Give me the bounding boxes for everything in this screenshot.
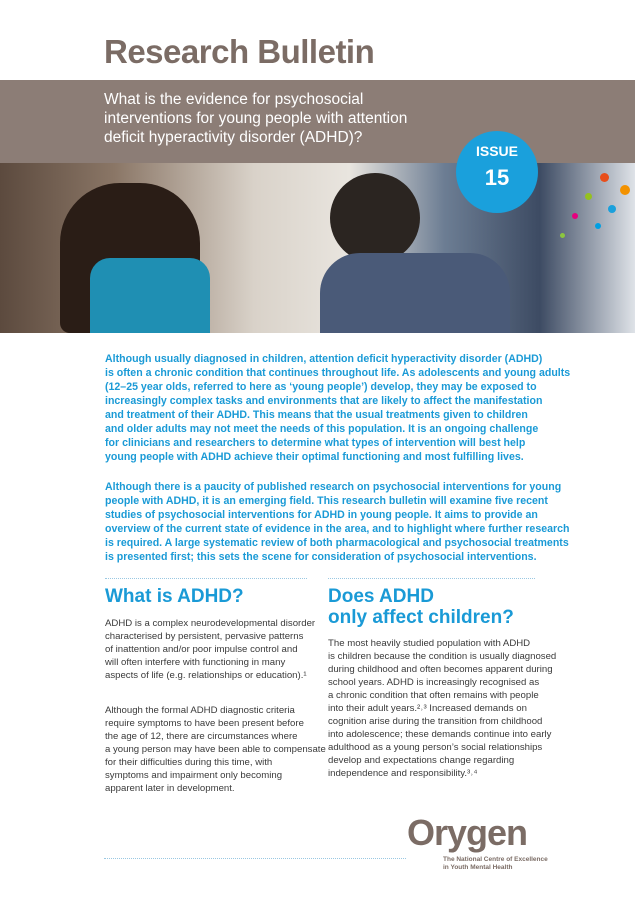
text-line: young people with ADHD achieve their optimal functioning and most fulfilling lives. [105, 451, 524, 463]
text-line: increasingly complex tasks and environments that are likely to affect the manifestation [105, 395, 543, 407]
text-line: a young person may have been able to compensate [105, 744, 326, 755]
text-line: studies of psychosocial interventions for ADHD in young people. It aims to provide an [105, 509, 538, 521]
text-line: into adolescence; these demands continue into early [328, 729, 552, 740]
photo-person-head [330, 173, 420, 263]
text-line: symptoms and impairment only becoming [105, 770, 283, 781]
section-divider [105, 578, 307, 579]
orygen-tagline [443, 856, 548, 872]
heading-line: Does ADHD [328, 586, 434, 607]
text-line: cognition arise during the transition from childhood [328, 716, 543, 727]
text-line: into their adult years.²˒³ Increased demands on [328, 703, 527, 714]
issue-number: 15 [484, 165, 510, 190]
text-line: (12–25 year olds, referred to here as ‘young people’) develop, they may be exposed to [105, 381, 537, 393]
text-line: independence and responsibility.³˒⁴ [328, 768, 478, 779]
issue-badge [456, 131, 538, 213]
text-line: Although there is a paucity of published research on psychosocial interventions for young [105, 481, 562, 493]
text-line: overview of the current state of evidence in the area, and to highlight where further research [105, 523, 570, 535]
text-line: ADHD is a complex neurodevelopmental disorder [105, 618, 316, 629]
text-line: will often interfere with functioning in many [105, 657, 286, 668]
text-line: and older adults may not meet the needs of this population. It is an ongoing challenge [105, 423, 539, 435]
photo-person-shirt [90, 258, 210, 333]
text-line: for their difficulties during this time, with [105, 757, 273, 768]
text-line: during childhood and often becomes apparent during [328, 664, 553, 675]
text-line: school years. ADHD is increasingly recognised as [328, 677, 540, 688]
left-paragraph-2 [105, 704, 326, 795]
footer-divider [104, 858, 406, 859]
heading-line: only affect children? [328, 607, 514, 628]
bulletin-subtitle: What is the evidence for psychosocial interventions for young people with attention deficit hyperactivity disorder (ADHD)? [104, 91, 408, 146]
text-line: Although usually diagnosed in children, attention deficit hyperactivity disorder (ADHD) [105, 353, 543, 365]
intro-paragraph-1 [105, 352, 570, 464]
right-paragraph-1 [328, 637, 556, 780]
text-line: is required. A large systematic review of both pharmacological and psychosocial treatments [105, 537, 569, 549]
issue-label: ISSUE [475, 143, 518, 159]
text-line: aspects of life (e.g. relationships or education).¹ [105, 670, 307, 681]
text-line: is presented first; this sets the scene for consideration of psychosocial interventions. [105, 551, 537, 563]
text-line: is children because the condition is usually diagnosed [328, 651, 557, 662]
text-line: and treatment of their ADHD. This means that the usual treatments given to children [105, 409, 528, 421]
text-line: a chronic condition that often remains with people [328, 690, 539, 701]
text-line: of inattention and/or poor impulse control and [105, 644, 298, 655]
intro-paragraph-2 [105, 480, 569, 564]
text-line: characterised by persistent, pervasive patterns [105, 631, 304, 642]
photo-person-body [320, 253, 510, 333]
left-paragraph-1 [105, 617, 315, 682]
section-heading-what-is-adhd: What is ADHD? [105, 586, 244, 607]
text-line: apparent later in development. [105, 783, 235, 794]
tagline-line: in Youth Mental Health [443, 864, 513, 871]
text-line: people with ADHD, it is an emerging field. This research bulletin will examine five recent [105, 495, 548, 507]
text-line: develop and expectations change regarding [328, 755, 515, 766]
students-photo [0, 163, 635, 333]
text-line: the age of 12, there are circumstances where [105, 731, 298, 742]
orygen-logo: Orygen [407, 812, 528, 853]
text-line: for clinicians and researchers to determine what types of intervention will best help [105, 437, 526, 449]
page-title: Research Bulletin [104, 33, 375, 70]
text-line: Although the formal ADHD diagnostic criteria [105, 705, 295, 716]
tagline-line: The National Centre of Excellence [443, 856, 548, 863]
text-line: adulthood as a young person’s social relationships [328, 742, 543, 753]
text-line: is often a chronic condition that continues throughout life. As adolescents and young adults [105, 367, 571, 379]
section-heading-children [328, 586, 514, 628]
text-line: require symptoms to have been present before [105, 718, 304, 729]
text-line: The most heavily studied population with ADHD [328, 638, 531, 649]
section-divider [328, 578, 535, 579]
